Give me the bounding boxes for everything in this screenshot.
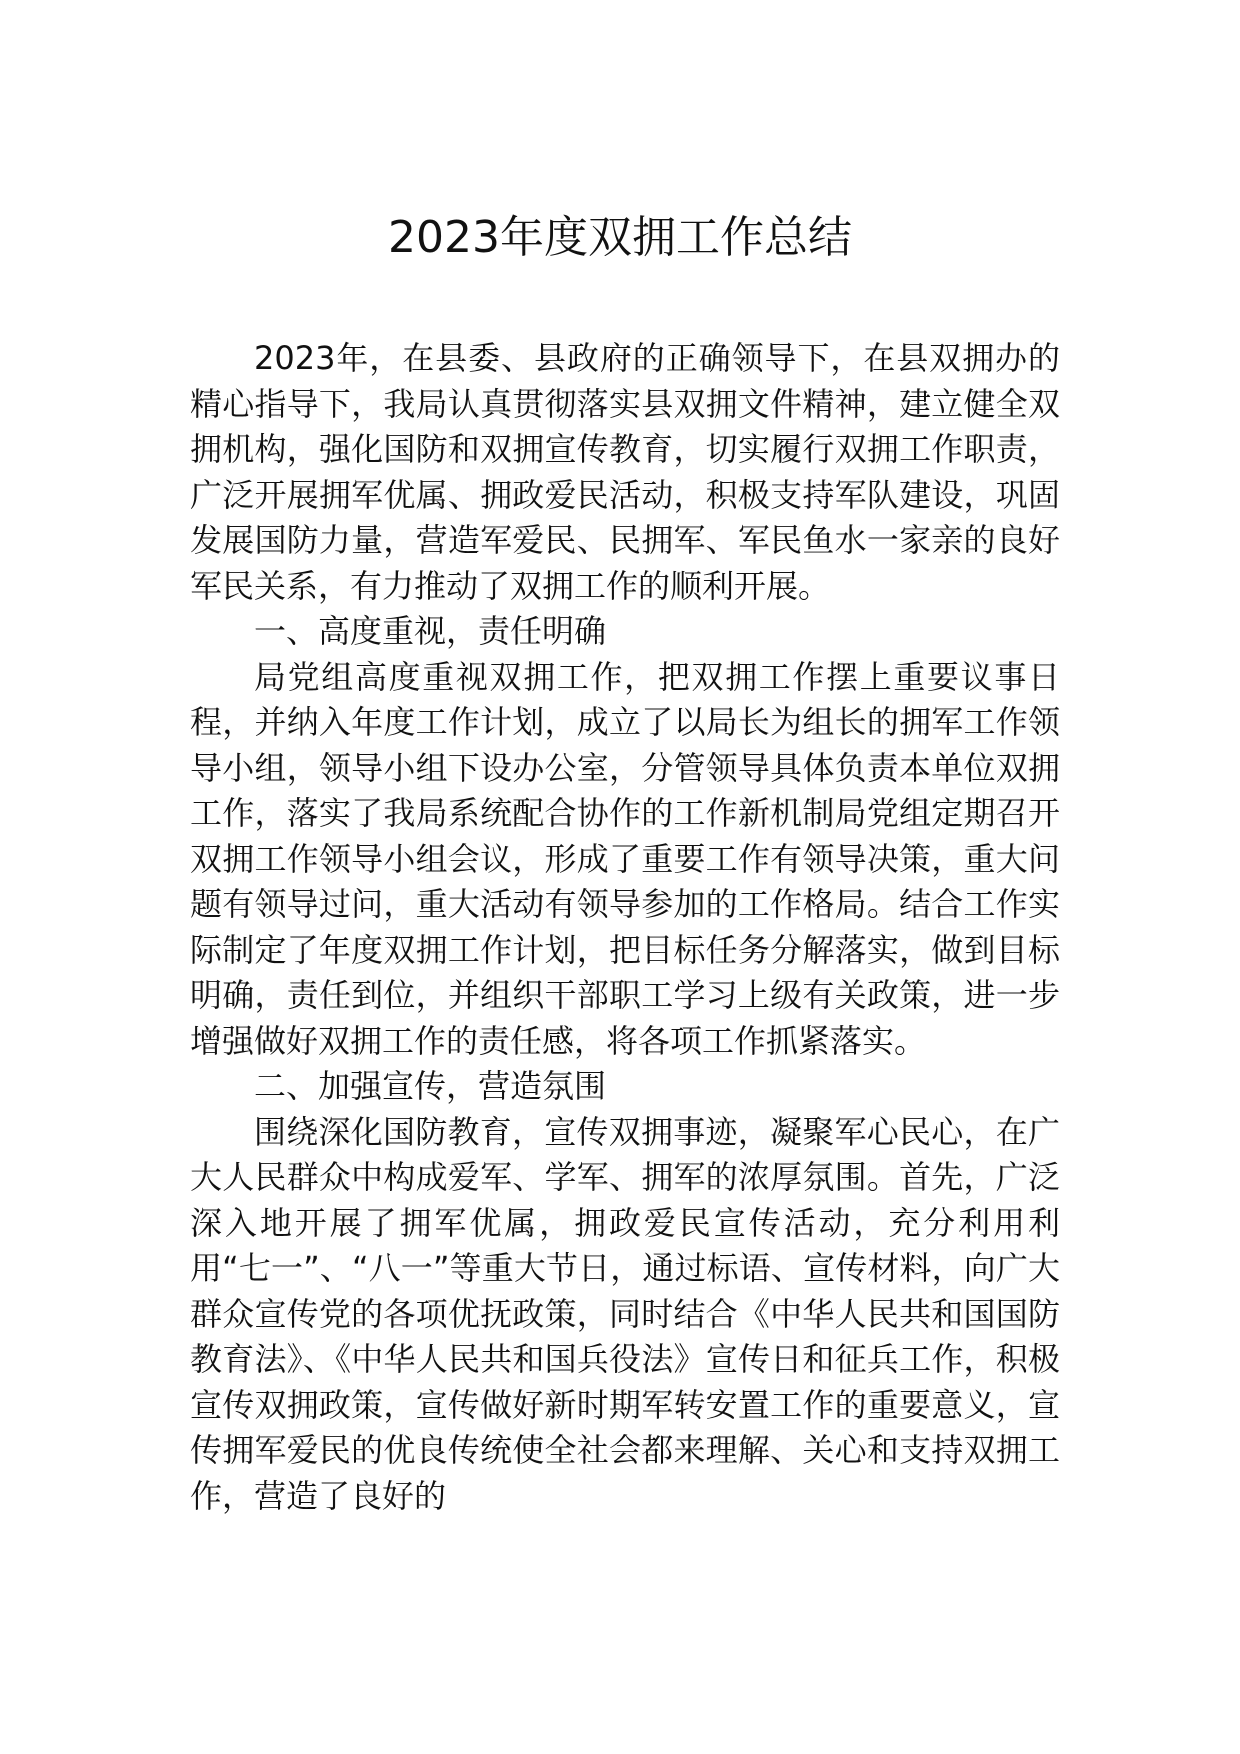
paragraph-section-2: 围绕深化国防教育，宣传双拥事迹，凝聚军心民心，在广大人民群众中构成爱军、学军、拥军的浓厚氛围。首先，广泛深入地开展了拥军优属，拥政爱民宣传活动，充分利用利用“七一”、“八一”等重大节日，通过标语、宣传材料，向广大群众宣传党的各项优抚政策，同时结合《中华人民共和国国防教育法》、《中华人民共和国兵役法》宣传日和征兵工作，积极宣传双拥政策，宣传做好新时期军转安置工作的重要意义，宣传拥军爱民的优良传统使全社会都来理解、关心和支持双拥工作，营造了良好的 [190, 1112, 1060, 1515]
section-heading-2: 二、加强宣传，营造氛围 [254, 1067, 607, 1105]
document-body [190, 336, 1060, 1519]
paragraph-intro: 2023年，在县委、县政府的正确领导下，在县双拥办的精心指导下，我局认真贯彻落实县双拥文件精神，建立健全双拥机构，强化国防和双拥宣传教育，切实履行双拥工作职责，广泛开展拥军优属、拥政爱民活动，积极支持军队建设，巩固发展国防力量，营造军爱民、民拥军、军民鱼水一家亲的良好军民关系，有力推动了双拥工作的顺利开展。 [190, 339, 1060, 605]
document-title: 2023年度双拥工作总结 [388, 212, 852, 263]
section-heading-1: 一、高度重视，责任明确 [254, 612, 607, 650]
paragraph-section-1: 局党组高度重视双拥工作，把双拥工作摆上重要议事日程，并纳入年度工作计划，成立了以局长为组长的拥军工作领导小组，领导小组下设办公室，分管领导具体负责本单位双拥工作，落实了我局系统配合协作的工作新机制局党组定期召开双拥工作领导小组会议，形成了重要工作有领导决策，重大问题有领导过问，重大活动有领导参加的工作格局。结合工作实际制定了年度双拥工作计划，把目标任务分解落实，做到目标明确，责任到位，并组织干部职工学习上级有关政策，进一步增强做好双拥工作的责任感，将各项工作抓紧落实。 [190, 657, 1060, 1060]
